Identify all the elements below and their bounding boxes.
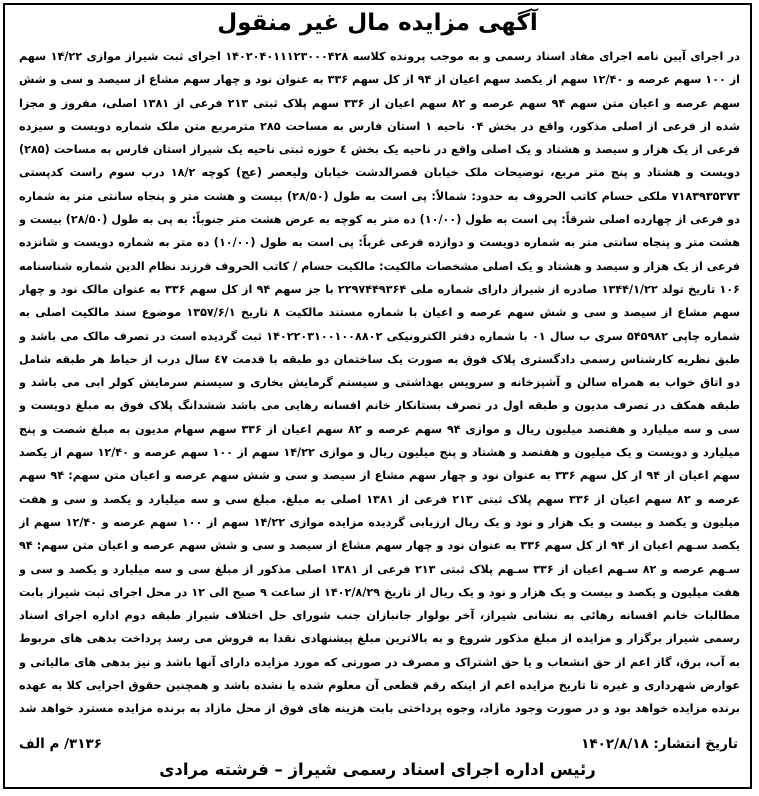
notice-title: آگهی مزایده مال غیر منقول (217, 10, 538, 36)
notice-footer (19, 732, 738, 756)
notice-frame (3, 3, 752, 789)
notice-body: در اجرای آیین نامه اجرای مفاد اسناد رسمی و به موجب پرونده کلاسه ۱۴۰۲۰۴۰۱۱۱۲۳۰۰۰۴۲۸ اجرای ثبت شیراز موازی ۱۴/۲۲ سهم از ۱۰۰ سهم عرصه و ۱۲/۴۰ سهم از یکصد سهم اعیان از ۹۴ از کل سهم ۳۳۶ به عنوان نود و چهار سهم مشاع از سیصد و سی و شش سهم عرصه و اعیان متن سهم ۹۴ سهم عرصه و ۸۲ سهم اعیان از ۳۳۶ سهم پلاک ثبتی ۲۱۳ فرعی از ۱۳۸۱ اصلی، مفروز و مجزا شده از فرعی از اصلی مذکور، واقع در بخش ۰۴ ناحیه ۱ استان فارس به مساحت ۲۸۵ مترمربع متن ملک شماره دویست و سیزده فرعی از یک هزار و سیصد و هشتاد و یک اصلی واقع در ناحیه یک بخش ٤ حوزه ثبتی ناحیه یک شیراز استان فارس به مساحت (۲۸۵) دویست و هشتاد و پنج متر مربع، توضیحات ملک خیابان قصرالدشت خیابان ولیعصر (عج) کوچه ۱۸/۲ درب سوم راست کدپستی ۷۱۸۳۹۳۵۳۷۳ ملکی حسام کاتب الحروف به حدود: شمالاً: پی است به طول (۲۸/۵۰) بیست و هشت متر و پنجاه سانتی متر به شماره دو فرعی از چهارده اصلی شرقاً: پی است به طول (۱۰/۰۰) ده متر به کوچه به عرض هشت متر جنوباً: به پی به طول (۲۸/۵۰) بیست و هشت متر و پنجاه سانتی متر به شماره دویست و دوازده فرعی غرباً: پی است به طول (۱۰/۰۰) ده متر به شماره دویست و شانزده فرعی از یک هزار و سیصد و هشتاد و یک اصلی مشخصات مالکیت: مالکیت حسام / کاتب الحروف فرزند نظام الدین شماره شناسنامه ۱۰۶ تاریخ تولد ۱۳۴۴/۱/۲۲ صادره از شیراز دارای شماره ملی ۲۲۹۷۴۴۹۳۶۴ با جز سهم ۹۴ از کل سهم ۳۳۶ به عنوان مالک نود و چهار سهم مشاع از سیصد و سی و شش سهم عرصه و اعیان با شماره مستند مالکیت ۸ تاریخ ۱۳۵۷/۶/۱ موضوع سند مالکیت اصلی به شماره چاپی ۵۴۵۹۸۲ سری ب سال ۰۱ با شماره دفتر الکترونیکی ۱۴۰۲۲۰۳۱۰۰۱۰۰۸۸۰۲ ثبت گردیده است در تصرف مالک می باشد و طبق نظریه کارشناس رسمی دادگستری پلاک فوق به صورت یک ساختمان دو طبقه با قدمت ٤٧ سال درب از حیاط هر طبقه شامل دو اتاق خواب به همراه سالن و آشپزخانه و سرویس بهداشتی و سیستم گرمایش بخاری و سیستم سرمایش کولر ابی می باشد و طبقه همکف در تصرف مدیون و طبقه اول در تصرف بستانکار خانم افسانه رهایی می باشد ششدانگ پلاک فوق به مبلغ دویست و سی و سه میلیارد و هفتصد میلیون ریال و موازی ۹۴ سهم عرصه و ۸۲ سهم اعیان از ۳۳۶ سهم سهام مدیون به مبلغ شصت و پنج میلیارد و دویست و یک میلیون و هفتصد و هشتاد و پنج میلیون ریال و موازی ۱۴/۲۲ سهم از ۱۰۰ سهم عرصه و ۱۲/۴۰ سهم از یکصد سهم اعیان از ۹۴ از کل سهم ۳۳۶ به عنوان نود و چهار سهم مشاع از سیصد و سی و شش سهم عرصه و اعیان متن سهم: ۹۴ سهم عرصه و ۸۲ سهم اعیان از ۳۳۶ سهم پلاک ثبتی ۲۱۳ فرعی از ۱۳۸۱ اصلی به مبلغ. مبلغ سی و سه میلیارد و یکصد و سی و هفت میلیون و یکصد و بیست و یک هزار و نود و یک ریال ارزیابی گردیده مزایده موازی ۱۴/۲۲ سهم از ۱۰۰ سهم عرصه و ۱۲/۴۰ سهم از یکصد سـهم اعیان از ۹۴ از کل سهم ۳۳۶ به عنوان نود و چهار سهم مشاع از سیصد و سی و شش سهم عرصه و اعیان متن سهم: ۹۴ سـهم عرصه و ۸۲ سـهم اعیان از ۳۳۶ سـهم پلاک ثبتی ۲۱۳ فرعی از ۱۳۸۱ اصلی مذکور از مبلغ سی و سه میلیارد و یکصد و سی و هفت میلیون و یکصد و بیست و یک هزار و نود و یک ریال از تاریخ ۱۴۰۲/۸/۲۹ از ساعت ۹ صبح الی ۱۲ در محل اجرای ثبت شیراز بابت مطالبات خانم افسانه رهائی به نشانی شیراز، آخر بولوار جانبازان جنب شورای حل اختلاف شیراز طبقه دوم اداره اجرای اسناد رسمی شیراز برگزار و مزایده از مبلغ مذکور شروع و به بالاترین مبلغ پیشنهادی نقدا به فروش می رسد پرداخت بدهی های مربوط به آب، برق، گاز اعم از حق انشعاب و یا حق اشتراک و مصرف در صورتی که مورد مزایده دارای آنها باشد و نیز بدهی های مالیاتی و عوارض شهرداری و غیره تا تاریخ مزایده اعم از اینکه رقم قطعی آن معلوم شده یا نشده باشد و همچنین حقوق اجرایی کلا به عهده برنده مزایده خواهد بود و در صورت وجود مازاد، وجوه پرداختی بابت هزینه های فوق از محل مازاد به برنده مزایده مسترد خواهد شد (19, 50, 740, 716)
signature-line: رئیس اداره اجرای اسناد رسمی شیراز – فرشته مرادی (159, 760, 596, 779)
publication-date: تاریخ انتشار: ۱۴۰۲/۸/۱۸ (581, 736, 738, 752)
reference-number: ۳۱۳۶/ م الف (19, 736, 102, 752)
